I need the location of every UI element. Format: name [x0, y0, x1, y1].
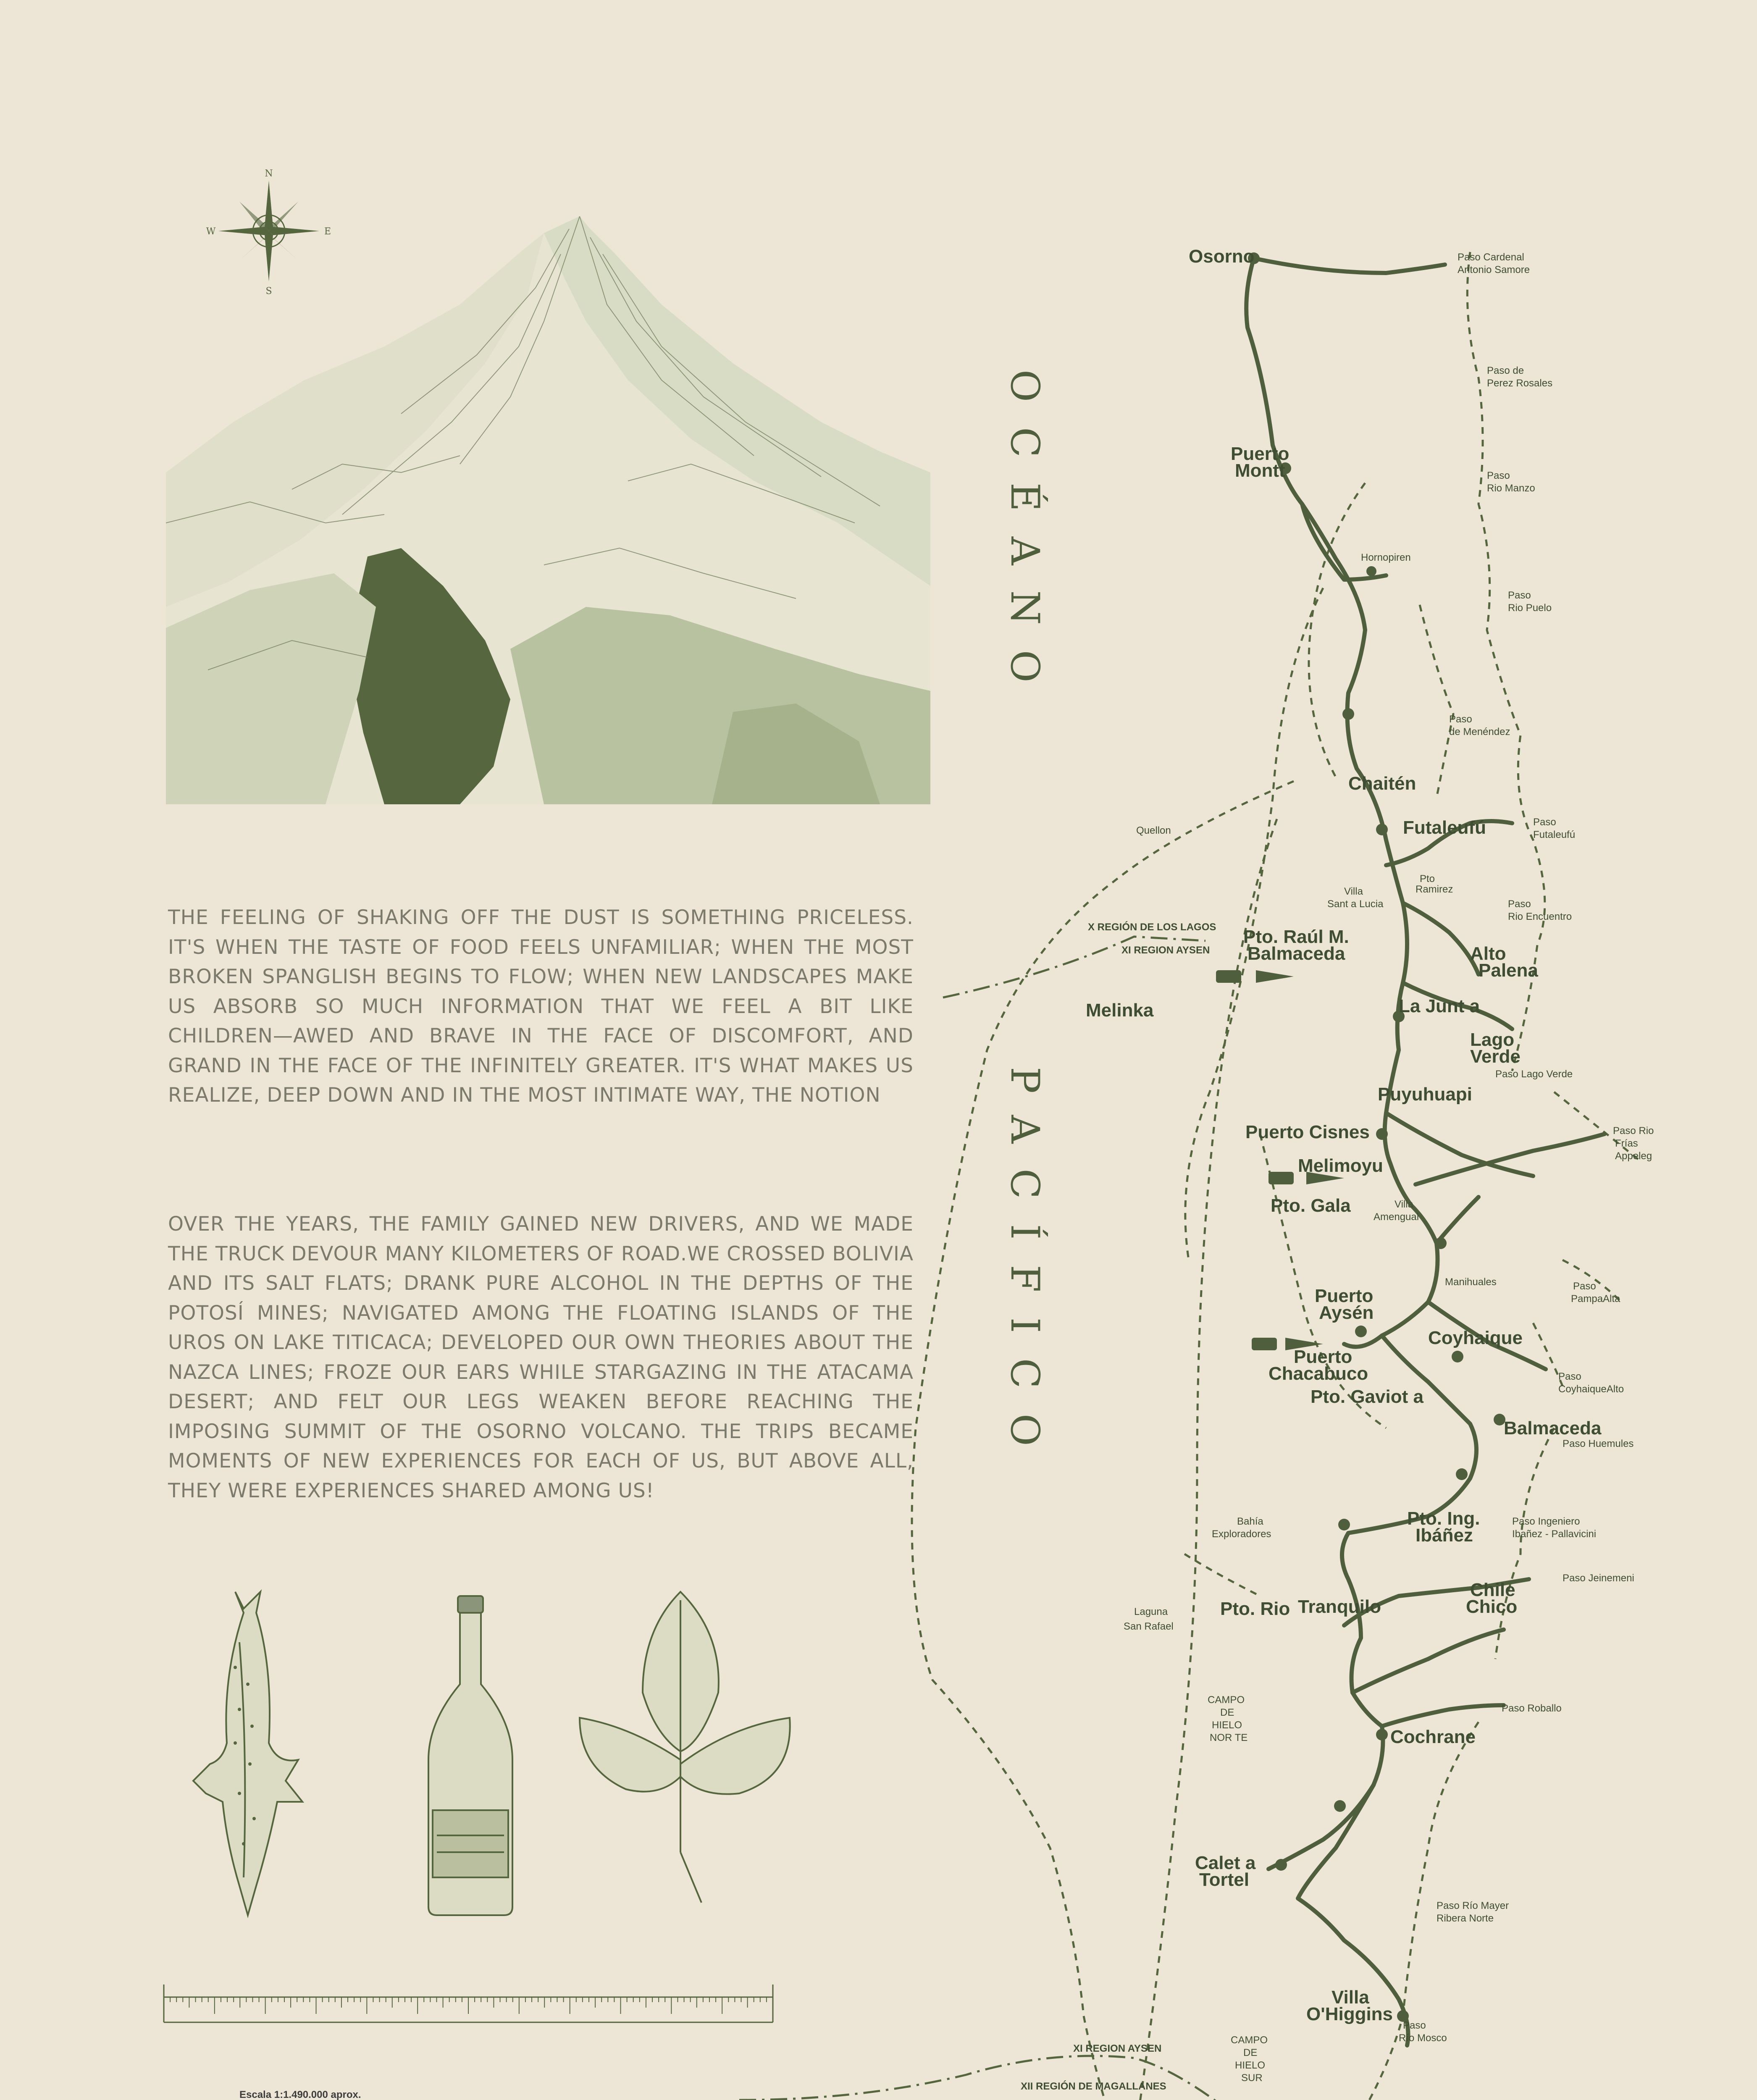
ruler-scale-bar — [162, 1972, 775, 2031]
place-pto-raul-1: Pto. Raúl M. — [1243, 927, 1349, 947]
place-villa-amengual-2: Amengual — [1374, 1211, 1419, 1223]
place-puerto-aysen-1: Puerto — [1315, 1286, 1374, 1306]
place-pto-ramirez-2: Ramirez — [1416, 884, 1453, 895]
pass-mayer-2: Ribera Norte — [1437, 1913, 1494, 1924]
place-quellon: Quellon — [1136, 825, 1171, 836]
route-map — [722, 227, 1689, 2100]
pass-manzo-1: Paso — [1487, 470, 1510, 481]
place-puerto-chacabuco-2: Chacabuco — [1269, 1363, 1368, 1384]
place-pto-rio: Pto. Rio — [1220, 1599, 1290, 1619]
beer-bottle-icon — [428, 1596, 512, 1915]
place-osorno: Osorno — [1189, 246, 1255, 267]
pass-futaleufu-1: Paso — [1533, 816, 1556, 828]
pass-menendez-2: de Menéndez — [1449, 726, 1510, 738]
region-xi-label: XI REGION AYSEN — [1121, 945, 1210, 956]
pass-puelo-2: Rio Puelo — [1508, 602, 1552, 614]
pass-frias-1: Paso Rio — [1613, 1125, 1654, 1137]
pass-encuentro-2: Rio Encuentro — [1508, 911, 1572, 922]
scale-label: Escala 1:1.490.000 aprox. — [239, 2089, 361, 2100]
place-pto-gala: Pto. Gala — [1271, 1195, 1351, 1216]
place-bahia-1: Bahía — [1237, 1516, 1263, 1527]
pass-mayer-1: Paso Río Mayer — [1437, 1900, 1509, 1911]
place-alto-palena-1: Alto — [1470, 943, 1506, 964]
place-bahia-2: Exploradores — [1212, 1528, 1271, 1540]
pass-frias-2: Frías — [1615, 1138, 1638, 1149]
place-alto-palena-2: Palena — [1479, 960, 1538, 981]
carretera-austral-road — [1246, 258, 1605, 2045]
compass-w: W — [206, 226, 216, 237]
place-pto-ibanez-2: Ibáñez — [1416, 1525, 1473, 1546]
place-manihuales: Manihuales — [1445, 1276, 1497, 1288]
place-caleta-tortel-2: Tortel — [1199, 1869, 1249, 1890]
place-campo-norte-3: HIELO — [1212, 1719, 1242, 1731]
place-campo-sur-3: HIELO — [1235, 2060, 1266, 2071]
place-pto-ramirez-1: Pto — [1420, 873, 1435, 885]
place-campo-norte-4: NOR TE — [1210, 1732, 1248, 1743]
place-chaiten: Chaitén — [1348, 773, 1416, 794]
place-chile-chico-2: Chico — [1466, 1596, 1518, 1617]
fish-icon — [193, 1592, 302, 1915]
pass-ingeniero-1: Paso Ingeniero — [1512, 1516, 1580, 1527]
place-puerto-chacabuco-1: Puerto — [1294, 1347, 1353, 1367]
place-cochrane: Cochrane — [1390, 1727, 1476, 1747]
place-pto-raul-2: Balmaceda — [1247, 943, 1345, 964]
place-villa-ohiggins-2: O'Higgins — [1306, 2004, 1393, 2024]
pass-coyhaique-2: CoyhaiqueAlto — [1558, 1383, 1624, 1395]
region-xi-b-label: XI REGION AYSEN — [1073, 2043, 1162, 2054]
place-puerto-aysen-2: Aysén — [1319, 1302, 1374, 1323]
place-chile-chico-1: Chile — [1470, 1580, 1515, 1600]
place-puyuhuapi: Puyuhuapi — [1378, 1084, 1472, 1105]
pass-frias-3: Appeleg — [1615, 1150, 1652, 1162]
place-la-junta: La Junt a — [1399, 996, 1480, 1016]
place-pto-ibanez-1: Pto. Ing. — [1407, 1508, 1480, 1529]
compass-n: N — [265, 168, 273, 179]
pass-perez-1: Paso de — [1487, 365, 1524, 376]
travel-paragraph: OVER THE YEARS, THE FAMILY GAINED NEW DRIVERS, AND WE MADE THE TRUCK DEVOUR MANY KILOMETERS OF ROAD.WE CROSSED BOLIVIA AND ITS SALT FLATS; DRANK PURE ALCOHOL IN THE DEPTHS OF THE POTOSÍ MINES; NAVIGATED AMONG THE FLOATING ISLANDS OF THE UROS ON LAKE TITICACA; DEVELOPED OUR OWN THEORIES ABOUT THE NAZCA LINES; FROZE OUR EARS WHILE STARGAZING IN THE ATACAMA DESERT; AND FELT OUR LEGS WEAKEN BEFORE REACHING THE IMPOSING SUMMIT OF THE OSORNO VOLCANO. THE TRIPS BECAME MOMENTS OF NEW EXPERIENCES FOR EACH OF US, BUT ABOVE ALL, THEY WERE EXPERIENCES SHARED AMONG US! — [168, 1213, 914, 1502]
region-xii-label: XII REGIÓN DE MAGALLANES — [1021, 2081, 1166, 2092]
place-puerto-montt-2: Montt — [1235, 460, 1285, 481]
place-campo-sur-4: SUR — [1241, 2072, 1263, 2084]
place-lago-verde-1: Lago — [1470, 1029, 1515, 1050]
place-coyhaique: Coyhaique — [1428, 1328, 1523, 1348]
pass-futaleufu-2: Futaleufú — [1533, 829, 1576, 840]
region-x-label: X REGIÓN DE LOS LAGOS — [1088, 921, 1216, 933]
place-balmaceda: Balmaceda — [1504, 1418, 1602, 1438]
pass-mosco-1: Paso — [1403, 2020, 1426, 2031]
pass-huemules: Paso Huemules — [1563, 1438, 1634, 1449]
place-paso-lago-verde: Paso Lago Verde — [1495, 1068, 1573, 1080]
pass-coyhaique-1: Paso — [1558, 1371, 1581, 1382]
ocean-label-oceano: OCÉANO — [1002, 370, 1048, 708]
region-boundary-south — [739, 2056, 1294, 2100]
pass-pampa-1: Paso — [1573, 1281, 1596, 1292]
place-puerto-montt-1: Puerto — [1231, 444, 1290, 464]
place-campo-norte-1: CAMPO — [1208, 1694, 1245, 1706]
place-campo-sur-1: CAMPO — [1231, 2034, 1268, 2046]
pass-manzo-2: Rio Manzo — [1487, 483, 1535, 494]
pass-encuentro-1: Paso — [1508, 898, 1531, 910]
pass-puelo-1: Paso — [1508, 590, 1531, 601]
pass-menendez-1: Paso — [1449, 714, 1472, 725]
place-villa-amengual-1: Villa — [1395, 1199, 1413, 1210]
place-tranquilo: Tranquilo — [1298, 1596, 1381, 1617]
place-campo-norte-2: DE — [1220, 1707, 1234, 1718]
place-futaleufu: Futaleufú — [1403, 817, 1486, 838]
compass-e: E — [324, 226, 331, 237]
pass-roballo: Paso Roballo — [1502, 1703, 1562, 1714]
pass-cardenal-2: Antonio Samore — [1458, 264, 1530, 276]
place-campo-sur-2: DE — [1243, 2047, 1258, 2058]
pass-perez-2: Perez Rosales — [1487, 378, 1553, 389]
pass-jeinemeni: Paso Jeinemeni — [1563, 1572, 1634, 1584]
place-melinka: Melinka — [1086, 1000, 1154, 1021]
ocean-label-pacifico: PACÍFICO — [1002, 1067, 1048, 1471]
compass-s: S — [265, 286, 272, 297]
intro-paragraph: THE FEELING OF SHAKING OFF THE DUST IS SOMETHING PRICELESS. IT'S WHEN THE TASTE OF FOOD FEELS UNFAMILIAR; WHEN THE MOST BROKEN SPANGLISH BEGINS TO FLOW; WHEN NEW LANDSCAPES MAKE US ABSORB SO MUCH INFORMATION THAT WE FEEL A BIT LIKE CHILDREN—AWED AND BRAVE IN THE FACE OF DISCOMFORT, AND GRAND IN THE FACE OF THE INFINITELY GREATER. IT'S WHAT MAKES US REALIZE, DEEP DOWN AND IN THE MOST INTIMATE WAY, THE NOTION — [168, 906, 914, 1107]
place-hornopiren: Hornopiren — [1361, 552, 1411, 563]
place-puerto-cisnes: Puerto Cisnes — [1245, 1122, 1370, 1142]
pass-pampa-2: PampaAlta — [1571, 1293, 1620, 1305]
place-villa-santa-lucia-1: Villa — [1344, 886, 1363, 897]
place-villa-ohiggins-1: Villa — [1332, 1987, 1369, 2008]
pass-ingeniero-2: Ibañez - Pallavicini — [1512, 1528, 1597, 1540]
km-scale — [172, 2081, 475, 2100]
place-laguna-1: Laguna — [1134, 1606, 1168, 1617]
place-pto-gaviota: Pto. Gaviot a — [1311, 1386, 1423, 1407]
place-caleta-tortel-1: Calet a — [1195, 1853, 1256, 1873]
place-villa-santa-lucia-2: Sant a Lucia — [1327, 898, 1384, 910]
pass-mosco-2: Río Mosco — [1399, 2032, 1447, 2044]
place-laguna-2: San Rafael — [1124, 1621, 1174, 1632]
pass-cardenal-1: Paso Cardenal — [1458, 252, 1524, 263]
place-lago-verde-2: Verde — [1470, 1046, 1521, 1067]
place-melimoyu: Melimoyu — [1298, 1155, 1383, 1176]
